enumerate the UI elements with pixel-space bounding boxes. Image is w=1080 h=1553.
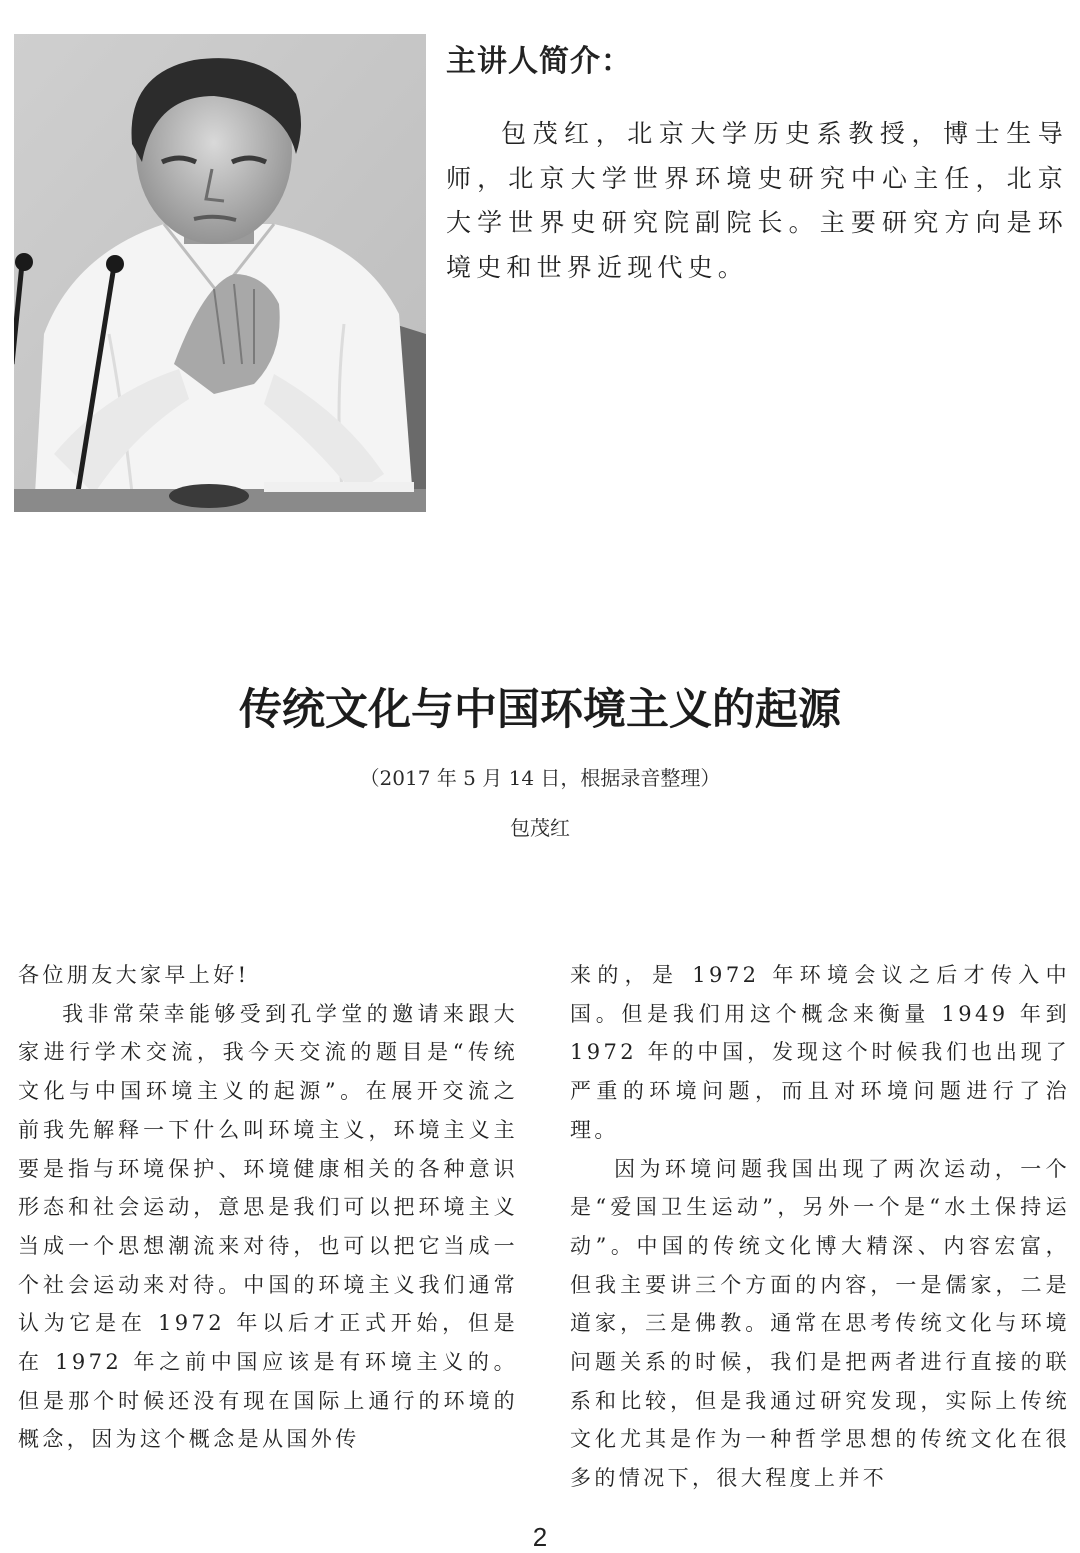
article-author: 包茂红 <box>510 816 570 840</box>
paragraph: 因为环境问题我国出现了两次运动，一个是“爱国卫生运动”，另外一个是“水土保持运动”。中国的传统文化博大精深、内容宏富，但我主要讲三个方面的内容，一是儒家，二是道家，三是佛教。通常在思考传统文化与环境问题关系的时候，我们是把两者进行直接的联系和比较，但是我通过研究发现，实际上传统文化尤其是作为一种哲学思想的传统文化在很多的情况下，很大程度上并不 <box>570 1156 1070 1491</box>
body-column-left <box>18 956 518 1459</box>
body-column-right <box>570 956 1070 1498</box>
speaker-bio-text: 包茂红，北京大学历史系教授，博士生导师，北京大学世界环境史研究中心主任，北京大学世界史研究院副院长。主要研究方向是环境史和世界近现代史。 <box>446 119 1068 282</box>
article-subtitle: （2017 年 5 月 14 日，根据录音整理） <box>359 766 721 790</box>
page-number: 2 <box>532 1522 548 1552</box>
paragraph: 来的，是 1972 年环境会议之后才传入中国。但是我们用这个概念来衡量 1949 年到 1972 年的中国，发现这个时候我们也出现了严重的环境问题，而且对环境问题进行了治理。 <box>570 963 1070 1142</box>
article-title: 传统文化与中国环境主义的起源 <box>239 685 841 735</box>
paragraph-greeting: 各位朋友大家早上好! <box>18 963 250 987</box>
paragraph: 我非常荣幸能够受到孔学堂的邀请来跟大家进行学术交流，我今天交流的题目是“传统文化与中国环境主义的起源”。在展开交流之前我先解释一下什么叫环境主义，环境主义主要是指与环境保护、环境健康相关的各种意识形态和社会运动，意思是我们可以把环境主义当成一个思想潮流来对待，也可以把它当成一个社会运动来对待。中国的环境主义我们通常认为它是在 1972 年以后才正式开始，但是在 1972 年之前中国应该是有环境主义的。但是那个时候还没有现在国际上通行的环境的概念，因为这个概念是从国外传 <box>18 1001 518 1452</box>
speaker-photo <box>14 34 426 512</box>
speaker-bio-heading: 主讲人简介： <box>446 44 632 79</box>
